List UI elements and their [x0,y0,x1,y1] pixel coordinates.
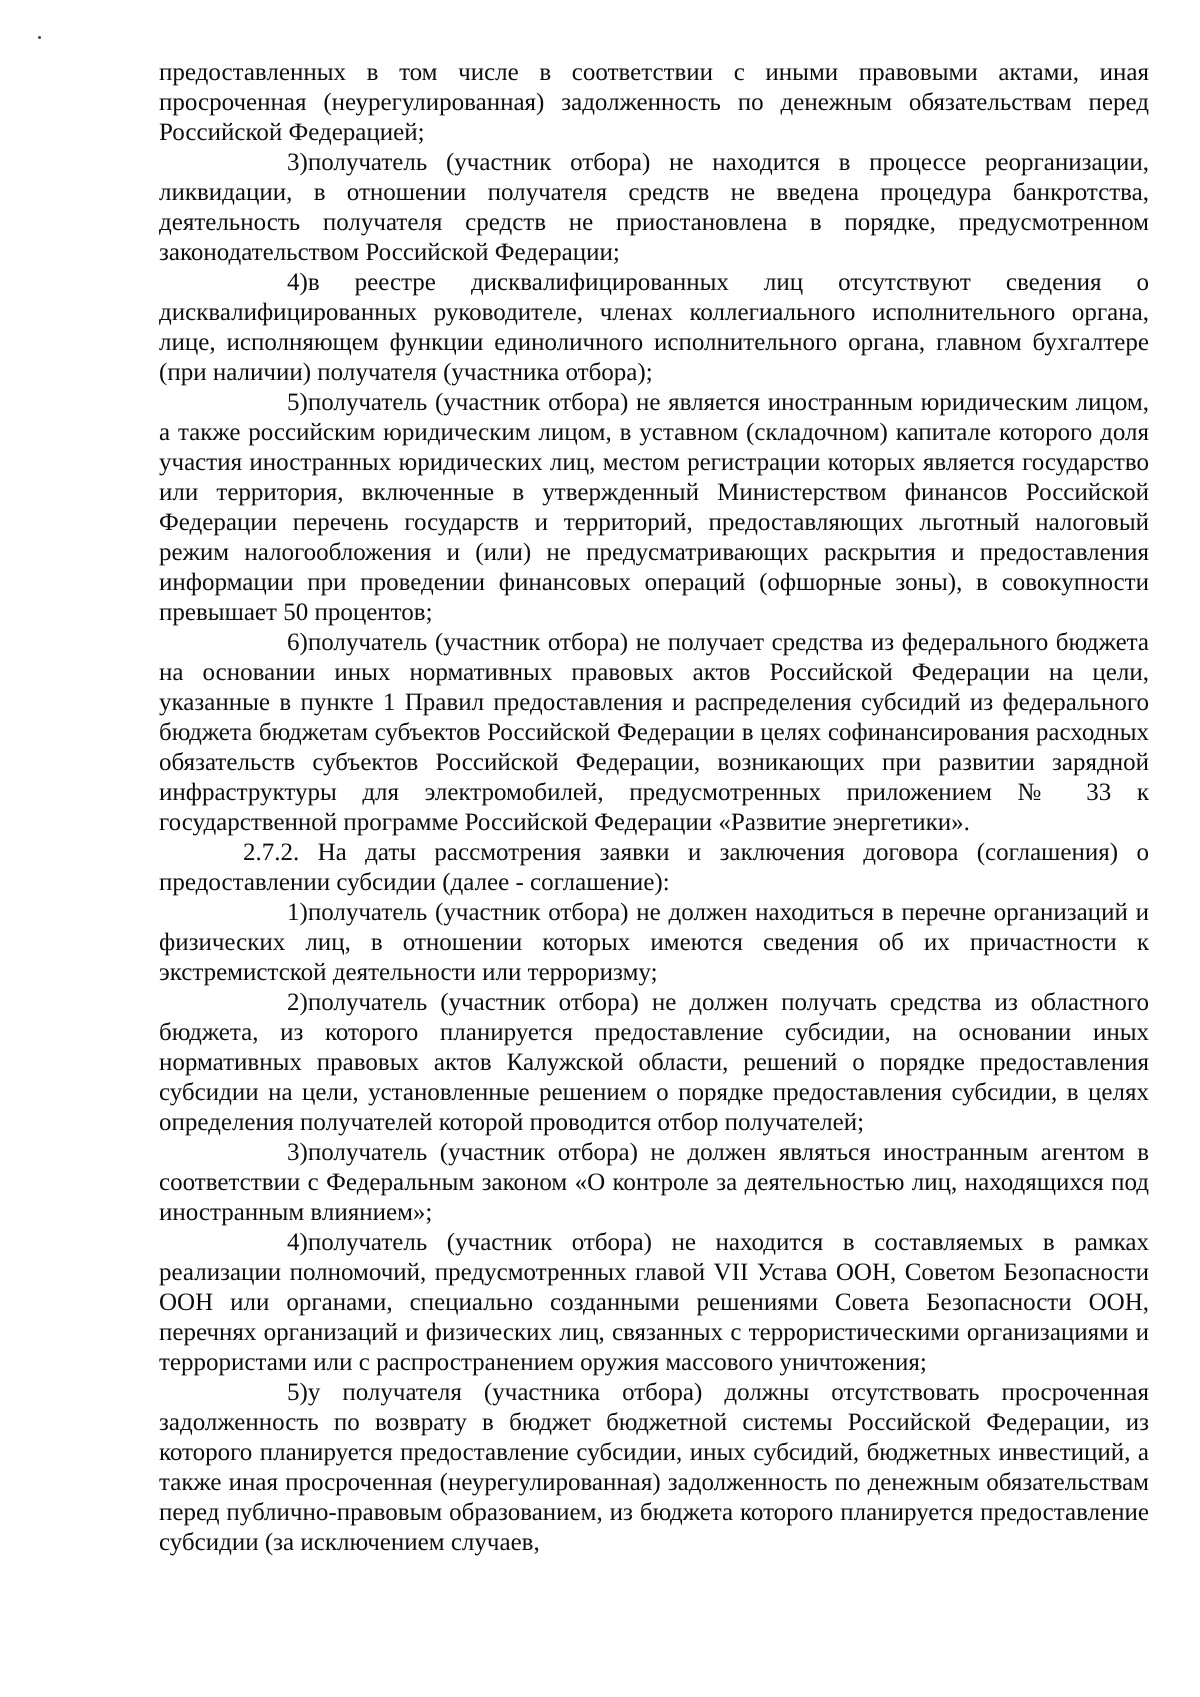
list-item-272-2 [159,988,1149,1138]
item-number: 3) [287,149,308,176]
item-text: в реестре дисквалифицированных лиц отсутствуют сведения о дисквалифицированных руководителе, членах коллегиального исполнительного органа, лице, исполняющем функции единоличного исполнительного органа, главном бухгалтере (при наличии) получателя (участника отбора); [159,269,1149,386]
list-item-272-3 [159,1138,1149,1228]
list-item-272-1 [159,898,1149,988]
document-page [159,58,1149,1558]
item-number: 1) [287,899,308,926]
item-text: получатель (участник отбора) не должен получать средства из областного бюджета, из которого планируется предоставление субсидии, на основании иных нормативных правовых актов Калужской области, решений о порядке предоставления субсидии на цели, установленные решением о порядке предоставления субсидии, в целях определения получателей которой проводится отбор получателей; [159,989,1149,1136]
item-text: получатель (участник отбора) не находится в процессе реорганизации, ликвидации, в отношении получателя средств не введена процедура банкротства, деятельность получателя средств не приостановлена в порядке, предусмотренном законодательством Российской Федерации; [159,149,1149,266]
section-272-heading: 2.7.2. На даты рассмотрения заявки и заключения договора (соглашения) о предоставлении субсидии (далее - соглашение): [159,839,1149,896]
item-number: 4) [287,269,308,296]
list-item-272-4 [159,1228,1149,1378]
item-number: 6) [287,629,308,656]
item-number: 3) [287,1139,308,1166]
item-number: 2) [287,989,308,1016]
item-text: получатель (участник отбора) не должен являться иностранным агентом в соответствии с Федеральным законом «О контроле за деятельностью лиц, находящихся под иностранным влиянием»; [159,1139,1149,1226]
item-text: получатель (участник отбора) не находится в составляемых в рамках реализации полномочий, предусмотренных главой VII Устава ООН, Советом Безопасности ООН или органами, специально созданными решениями Совета Безопасности ООН, перечнях организаций и физических лиц, связанных с террористическими организациями и террористами или с распространением оружия массового уничтожения; [159,1229,1149,1376]
list-item-271-6 [159,628,1149,838]
item-text: у получателя (участника отбора) должны отсутствовать просроченная задолженность по возврату в бюджет бюджетной системы Российской Федерации, из которого планируется предоставление субсидии, иных субсидий, бюджетных инвестиций, а также иная просроченная (неурегулированная) задолженность по денежным обязательствам перед публично-правовым образованием, из бюджета которого планируется предоставление субсидии (за исключением случаев, [159,1379,1149,1556]
scan-speck [38,36,41,39]
item-number: 5) [287,1379,308,1406]
item-text: получатель (участник отбора) не является иностранным юридическим лицом, а также российским юридическим лицом, в уставном (складочном) капитале которого доля участия иностранных юридических лиц, местом регистрации которых является государство или территория, включенные в утвержденный Министерством финансов Российской Федерации перечень государств и территорий, предоставляющих льготный налоговый режим налогообложения и (или) не предусматривающих раскрытия и предоставления информации при проведении финансовых операций (офшорные зоны), в совокупности превышает 50 процентов; [159,389,1149,626]
lead-paragraph: предоставленных в том числе в соответствии с иными правовыми актами, иная просроченная (неурегулированная) задолженность по денежным обязательствам перед Российской Федерацией; [159,59,1149,146]
item-number: 5) [287,389,308,416]
list-item-272-5 [159,1378,1149,1558]
item-text: получатель (участник отбора) не должен находиться в перечне организаций и физических лиц, в отношении которых имеются сведения об их причастности к экстремистской деятельности или терроризму; [159,899,1149,986]
item-text: получатель (участник отбора) не получает средства из федерального бюджета на основании иных нормативных правовых актов Российской Федерации на цели, указанные в пункте 1 Правил предоставления и распределения субсидий из федерального бюджета бюджетам субъектов Российской Федерации в целях софинансирования расходных обязательств субъектов Российской Федерации, возникающих при развитии зарядной инфраструктуры для электромобилей, предусмотренных приложением № 33 к государственной программе Российской Федерации «Развитие энергетики». [159,629,1149,836]
list-item-271-3 [159,148,1149,268]
list-item-271-4 [159,268,1149,388]
item-number: 4) [287,1229,308,1256]
list-item-271-5 [159,388,1149,628]
